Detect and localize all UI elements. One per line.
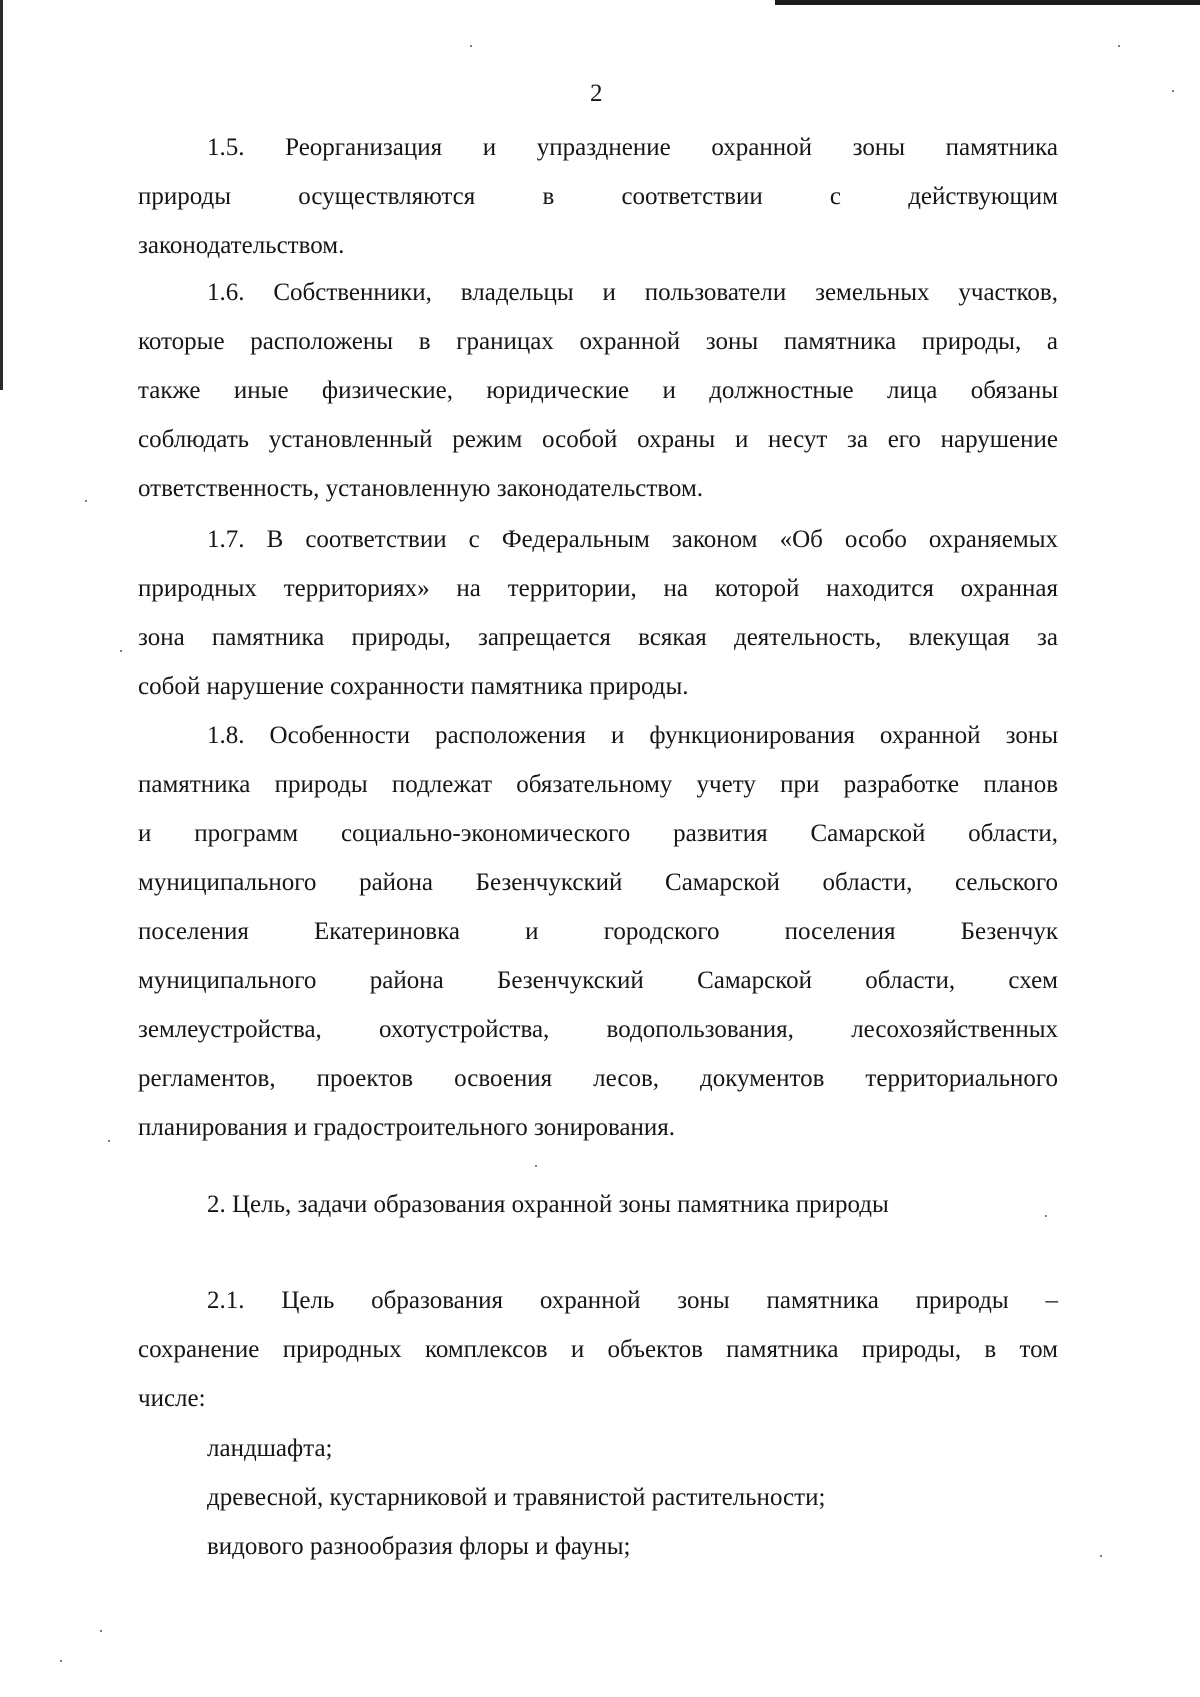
paragraph-line: муниципального района Безенчукский Самарской области, сельского (138, 869, 1058, 896)
paragraph-line: ответственность, установленную законодательством. (138, 475, 704, 502)
paragraph-line: землеустройства, охотустройства, водопользования, лесохозяйственных (138, 1016, 1058, 1043)
scan-top-bar (775, 0, 1200, 5)
list-item: видового разнообразия флоры и фауны; (207, 1533, 631, 1560)
scan-speck (1172, 90, 1174, 92)
scan-speck (535, 1165, 537, 1167)
paragraph-line: 1.8. Особенности расположения и функционирования охранной зоны (207, 722, 1058, 749)
scan-speck (100, 1630, 102, 1632)
paragraph-line: поселения Екатериновка и городского поселения Безенчук (138, 918, 1058, 945)
scan-speck (108, 1140, 110, 1142)
scan-speck (1100, 1555, 1102, 1557)
paragraph-1-7 (138, 515, 1058, 711)
paragraph-line: также иные физические, юридические и должностные лица обязаны (138, 377, 1058, 404)
scan-speck (60, 1660, 62, 1662)
scan-speck (470, 45, 472, 47)
section-heading: 2. Цель, задачи образования охранной зоны памятника природы (207, 1191, 889, 1218)
paragraph-line: муниципального района Безенчукский Самарской области, схем (138, 967, 1058, 994)
paragraph-line: собой нарушение сохранности памятника природы. (138, 673, 689, 700)
paragraph-line: 2.1. Цель образования охранной зоны памятника природы – (207, 1287, 1058, 1314)
paragraph-line: планирования и градостроительного зонирования. (138, 1114, 676, 1141)
paragraph-line: законодательством. (138, 232, 345, 259)
paragraph-line: памятника природы подлежат обязательному учету при разработке планов (138, 771, 1058, 798)
paragraph-line: 1.7. В соответствии с Федеральным законом «Об особо охраняемых (207, 526, 1058, 553)
paragraph-line: 1.5. Реорганизация и упразднение охранной зоны памятника (207, 134, 1058, 161)
scan-left-edge (0, 0, 3, 390)
paragraph-2-1 (138, 1276, 1058, 1423)
scan-speck (1118, 45, 1120, 47)
paragraph-1-8 (138, 711, 1058, 1152)
paragraph-line: зона памятника природы, запрещается всякая деятельность, влекущая за (138, 624, 1058, 651)
paragraph-line: природных территориях» на территории, на которой находится охранная (138, 575, 1058, 602)
paragraph-line: соблюдать установленный режим особой охраны и несут за его нарушение (138, 426, 1058, 453)
list-item: древесной, кустарниковой и травянистой растительности; (207, 1484, 826, 1511)
scan-speck (85, 500, 87, 502)
list (138, 1424, 1058, 1571)
list-item: ландшафта; (207, 1435, 333, 1462)
paragraph-line: регламентов, проектов освоения лесов, документов территориального (138, 1065, 1058, 1092)
paragraph-line: которые расположены в границах охранной зоны памятника природы, а (138, 328, 1058, 355)
paragraph-line: 1.6. Собственники, владельцы и пользователи земельных участков, (207, 279, 1058, 306)
paragraph-line: сохранение природных комплексов и объектов памятника природы, в том (138, 1336, 1058, 1363)
scan-speck (1045, 1215, 1047, 1217)
paragraph-1-5 (138, 123, 1058, 270)
paragraph-line: природы осуществляются в соответствии с действующим (138, 183, 1058, 210)
paragraph-line: числе: (138, 1385, 206, 1412)
paragraph-line: и программ социально-экономического развития Самарской области, (138, 820, 1058, 847)
paragraph-1-6 (138, 268, 1058, 513)
page-number: 2 (590, 80, 603, 107)
scan-speck (120, 650, 122, 652)
